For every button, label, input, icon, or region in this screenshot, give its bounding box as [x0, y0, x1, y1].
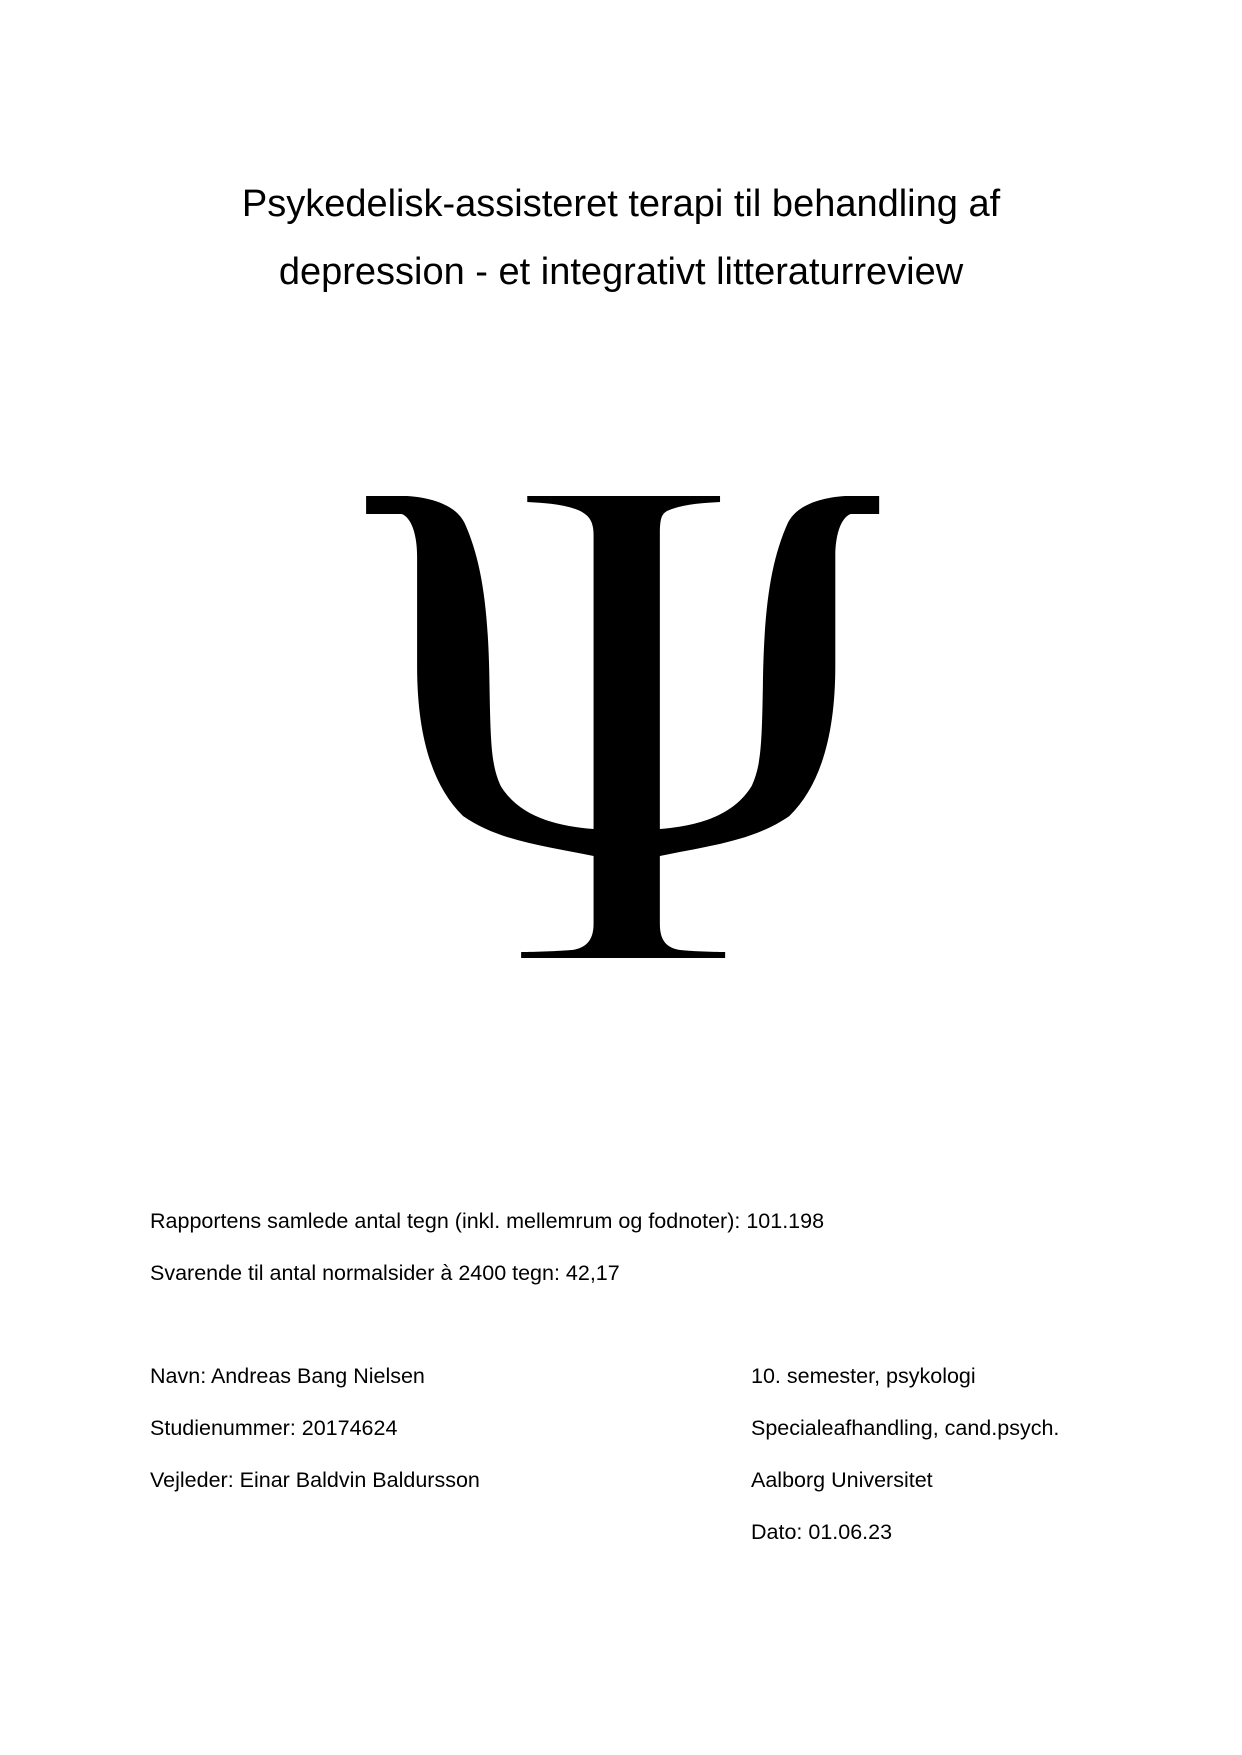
thesis-type: Specialeafhandling, cand.psych. [751, 1416, 1060, 1440]
document-title [0, 170, 1242, 306]
title-line-1: Psykedelisk-assisteret terapi til behandling af [241, 183, 1001, 225]
normal-pages-count: Svarende til antal normalsider à 2400 tegn: 42,17 [150, 1261, 620, 1285]
date: Dato: 01.06.23 [751, 1520, 893, 1544]
university: Aalborg Universitet [751, 1468, 933, 1492]
character-stats [150, 1195, 824, 1299]
title-line-2: depression - et integrativt litteraturreview [278, 251, 964, 293]
author-name: Navn: Andreas Bang Nielsen [150, 1364, 425, 1388]
psi-symbol-icon [353, 496, 893, 958]
character-count: Rapportens samlede antal tegn (inkl. mellemrum og fodnoter): 101.198 [150, 1209, 825, 1233]
author-info [150, 1350, 480, 1506]
semester: 10. semester, psykologi [751, 1364, 976, 1388]
student-number: Studienummer: 20174624 [150, 1416, 398, 1440]
supervisor: Vejleder: Einar Baldvin Baldursson [150, 1468, 480, 1492]
program-info [751, 1350, 1059, 1558]
